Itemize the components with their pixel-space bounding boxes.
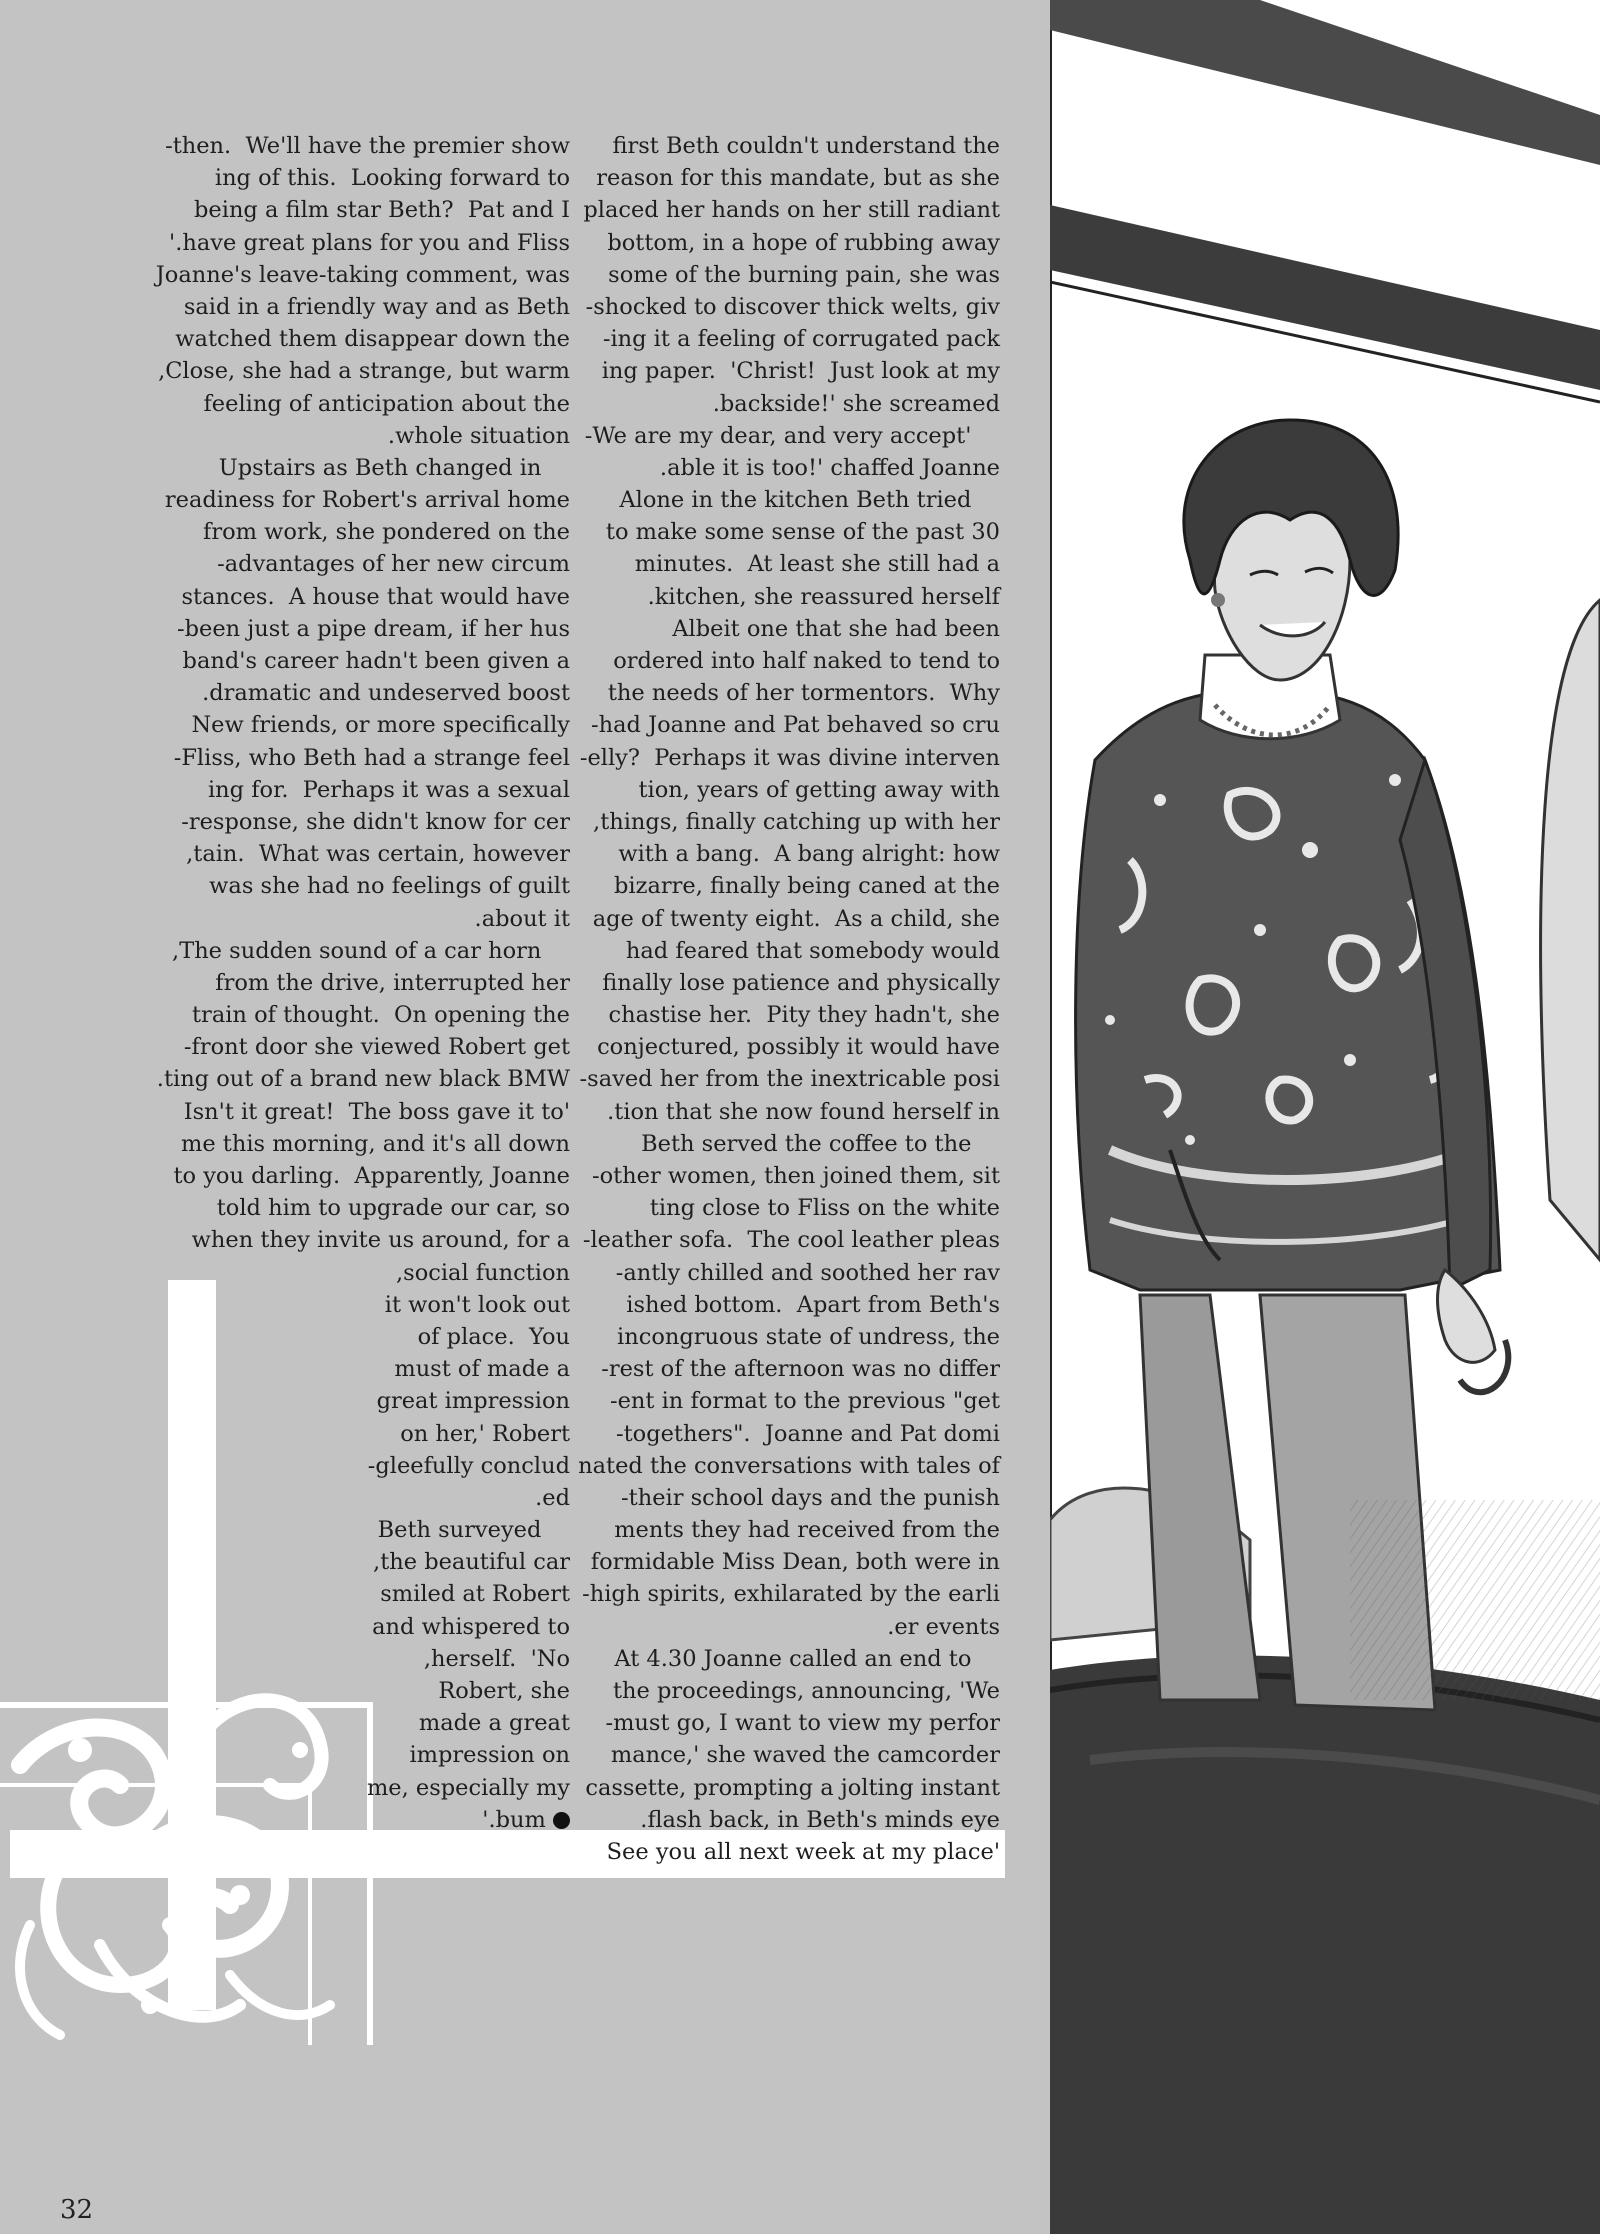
text-line: finally lose patience and physically (602, 969, 1000, 996)
text-line: ting close to Fliss on the white (649, 1195, 1000, 1222)
text-line: from the drive, interrupted her (215, 969, 570, 996)
text-line: elly? Perhaps it was divine interven- (579, 744, 1000, 771)
text-line: to make some sense of the past 30 (605, 519, 1000, 546)
text-line: ing for. Perhaps it was a sexual (207, 776, 570, 803)
text-line: rest of the afternoon was no differ- (601, 1356, 1000, 1383)
text-line: ing of this. Looking forward to (214, 165, 570, 192)
text-line: ments they had received from the (614, 1517, 1000, 1544)
text-line: Albeit one that she had been (672, 615, 1000, 642)
text-line: it won't look out (384, 1291, 570, 1318)
text-line: chastise her. Pity they hadn't, she (608, 1002, 1000, 1029)
article-column-right (580, 130, 1000, 1868)
text-line: on her,' Robert (400, 1420, 570, 1447)
text-line: smiled at Robert (380, 1581, 570, 1608)
text-line: response, she didn't know for cer- (181, 808, 570, 835)
text-line: Beth surveyed (377, 1517, 570, 1544)
text-line: must go, I want to view my perfor- (605, 1710, 1000, 1737)
text-line: had feared that somebody would (625, 937, 1000, 964)
text-line: about it. (474, 905, 570, 932)
text-line: shocked to discover thick welts, giv- (585, 293, 1000, 320)
text-line: age of twenty eight. As a child, she (592, 905, 1000, 932)
text-line: saved her from the inextricable posi- (579, 1066, 1000, 1093)
text-line: train of thought. On opening the (192, 1002, 570, 1029)
text-line: formidable Miss Dean, both were in (590, 1549, 1000, 1576)
text-line: to you darling. Apparently, Joanne (173, 1163, 570, 1189)
text-line: their school days and the punish- (621, 1484, 1000, 1511)
text-line: had Joanne and Pat behaved so cru- (591, 712, 1000, 739)
text-line: dramatic and undeserved boost. (202, 680, 570, 707)
text-line: At 4.30 Joanne called an end to (614, 1645, 1000, 1672)
page-number: 23 (60, 2195, 94, 2225)
text-line: Fliss, who Beth had a strange feel- (173, 744, 570, 771)
text-line: incongruous state of undress, the (617, 1323, 1000, 1350)
text-line: bottom, in a hope of rubbing away (607, 229, 1000, 256)
article-column-left (150, 130, 570, 1836)
text-line: high spirits, exhilarated by the earli- (582, 1581, 1000, 1608)
text-line: The sudden sound of a car horn, (172, 937, 570, 964)
text-line: minutes. At least she still had a (634, 551, 1000, 578)
text-line: cassette, prompting a jolting instant (585, 1774, 1000, 1801)
text-line: from work, she pondered on the (203, 519, 570, 546)
text-line: backside!' she screamed. (712, 390, 1000, 417)
text-line: impression on (409, 1742, 570, 1769)
text-line: stances. A house that would have (181, 583, 570, 610)
illustration-woman (1050, 0, 1600, 2234)
text-line-final-text: bum.' (482, 1806, 546, 1833)
text-line: flash back, in Beth's minds eye. (640, 1806, 1000, 1833)
text-line: me this morning, and it's all down (181, 1130, 570, 1157)
text-line: ed. (535, 1484, 570, 1511)
text-line-final (150, 1804, 570, 1836)
text-line: Close, she had a strange, but warm, (158, 358, 570, 385)
text-line: togethers". Joanne and Pat domi- (616, 1420, 1000, 1447)
text-line: ent in format to the previous "get- (610, 1388, 1000, 1415)
text-line: Beth served the coffee to the (641, 1130, 1000, 1157)
text-line: ordered into half naked to tend to (613, 648, 1000, 674)
text-line: Alone in the kitchen Beth tried (619, 487, 1000, 514)
text-line: kitchen, she reassured herself. (647, 583, 1000, 610)
text-line: then. We'll have the premier show- (165, 133, 570, 159)
text-line: the beautiful car, (373, 1549, 570, 1576)
text-line: said in a friendly way and as Beth (183, 293, 570, 320)
end-of-article-bullet (553, 1812, 570, 1829)
text-line: tain. What was certain, however, (186, 841, 570, 868)
text-line: great impression (376, 1388, 570, 1415)
text-line: whole situation. (387, 422, 570, 449)
text-line: told him to upgrade our car, so (216, 1195, 570, 1222)
text-line: New friends, or more specifically (191, 712, 570, 739)
text-line: feeling of anticipation about the (203, 390, 570, 417)
text-line: and whispered to (372, 1613, 570, 1640)
text-line: must of made a (394, 1356, 570, 1383)
text-line: Upstairs as Beth changed in (218, 454, 570, 481)
text-line: 'We are my dear, and very accept- (584, 422, 1000, 449)
text-line: Joanne's leave-taking comment, was (155, 261, 570, 288)
text-line: other women, then joined them, sit- (591, 1163, 1000, 1189)
text-line: conjectured, possibly it would have (597, 1034, 1000, 1061)
text-line: front door she viewed Robert get- (183, 1034, 570, 1061)
text-line: able it is too!' chaffed Joanne. (659, 454, 1000, 481)
text-line: first Beth couldn't understand the (612, 133, 1000, 159)
text-line: have great plans for you and Fliss.' (169, 229, 570, 256)
text-line: tion that she now found herself in. (607, 1098, 1000, 1125)
text-line: nated the conversations with tales of (578, 1452, 1000, 1479)
text-line: of place. You (417, 1323, 570, 1350)
text-line: bizarre, finally being caned at the (614, 873, 1000, 900)
text-line: er events. (887, 1613, 1000, 1640)
text-line: watched them disappear down the (175, 326, 570, 353)
text-line: social function, (396, 1259, 570, 1286)
text-line: herself. 'No, (423, 1645, 570, 1672)
text-line: tion, years of getting away with (638, 776, 1000, 803)
text-line: mance,' she waved the camcorder (610, 1742, 1000, 1769)
text-line: band's career hadn't been given a (182, 648, 570, 674)
text-line: some of the burning pain, she was (608, 261, 1000, 288)
text-line: leather sofa. The cool leather pleas- (582, 1227, 1000, 1254)
text-line: was she had no feelings of guilt (209, 873, 570, 900)
text-line: ing paper. 'Christ! Just look at my (601, 358, 1000, 385)
text-line: ting out of a brand new black BMW. (156, 1066, 570, 1093)
text-line: me, especially my (366, 1774, 570, 1801)
text-line: 'Isn't it great! The boss gave it to (183, 1098, 570, 1125)
text-line: when they invite us around, for a (191, 1227, 570, 1254)
text-line: with a bang. A bang alright: how (618, 841, 1000, 868)
text-line: placed her hands on her still radiant (583, 197, 1000, 224)
text-line: Robert, she (438, 1678, 570, 1704)
text-line: ished bottom. Apart from Beth's (626, 1291, 1000, 1318)
text-line: advantages of her new circum- (217, 551, 570, 578)
text-line: the needs of her tormentors. Why (607, 680, 1000, 707)
text-line: ing it a feeling of corrugated pack- (602, 326, 1000, 353)
text-line: reason for this mandate, but as she (596, 165, 1000, 192)
text-line: antly chilled and soothed her rav- (615, 1259, 1000, 1286)
text-line: being a film star Beth? Pat and I (194, 197, 570, 224)
text-line: readiness for Robert's arrival home (164, 487, 570, 514)
text-line: gleefully conclud- (367, 1452, 570, 1479)
text-line: 'See you all next week at my place (606, 1838, 1000, 1865)
text-line: been just a pipe dream, if her hus- (177, 615, 570, 642)
text-line: the proceedings, announcing, 'We (613, 1678, 1000, 1704)
text-line: made a great (418, 1710, 570, 1737)
text-line: things, finally catching up with her, (593, 808, 1000, 835)
